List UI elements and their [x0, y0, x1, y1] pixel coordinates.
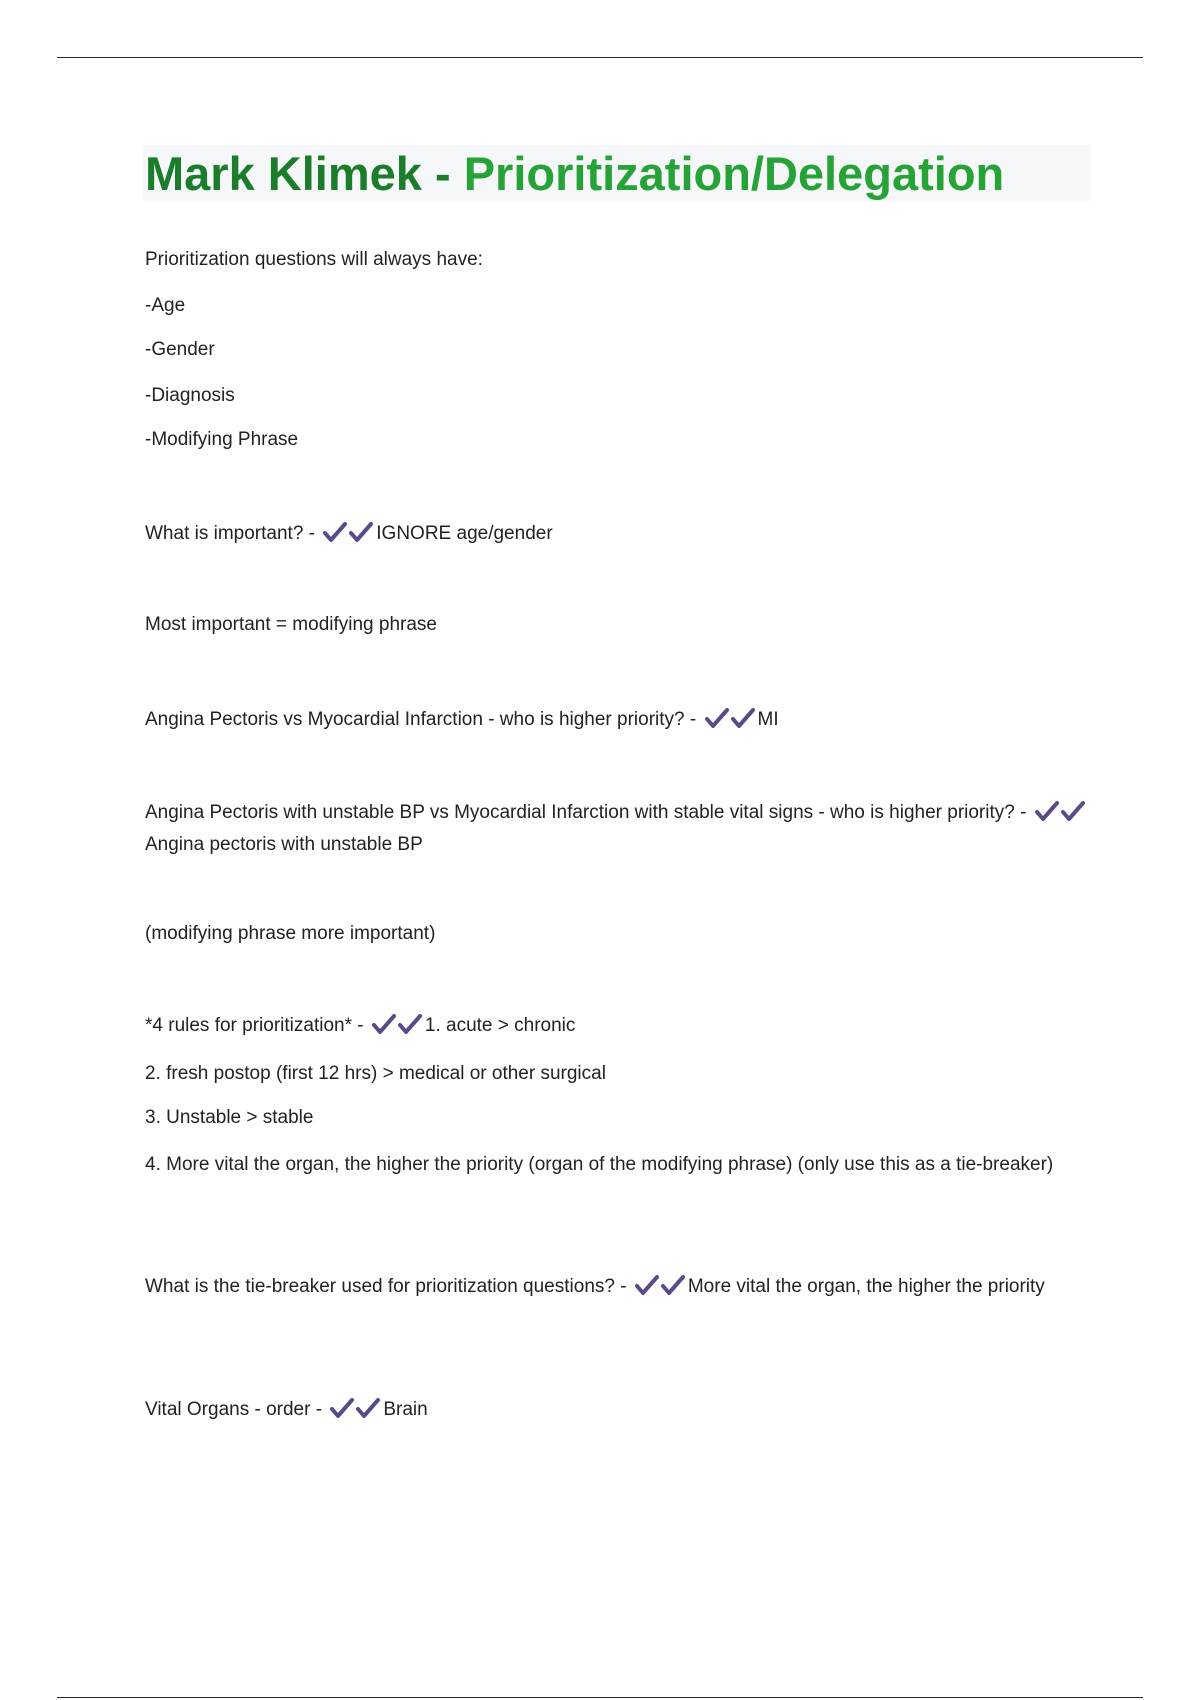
title-author: Mark Klimek - [145, 147, 464, 200]
check-mark-icon [322, 520, 348, 544]
check-mark-icon [397, 1012, 423, 1036]
rule-item: 4. More vital the organ, the higher the priority (organ of the modifying phrase) (only use this as a tie-breaker) [145, 1154, 1054, 1175]
top-rule [57, 57, 1143, 58]
check-marks [704, 706, 756, 734]
check-mark-icon [329, 1396, 355, 1420]
check-marks [371, 1012, 423, 1040]
answer-text: Brain [383, 1399, 428, 1421]
answer-text: IGNORE age/gender [376, 523, 553, 545]
check-mark-icon [371, 1012, 397, 1036]
check-mark-icon [660, 1273, 686, 1297]
qa-item [145, 706, 779, 734]
question-text: Angina Pectoris vs Myocardial Infarction - who is higher priority? - [145, 709, 697, 731]
answer-text: More vital the organ, the higher the priority [687, 1276, 1045, 1298]
statement-text: Most important = modifying phrase [145, 614, 437, 635]
question-text: What is important? - [145, 523, 315, 545]
check-mark-icon [1034, 799, 1060, 823]
qa-item [145, 1273, 1095, 1301]
check-mark-icon [634, 1273, 660, 1297]
answer-text: MI [757, 709, 779, 731]
check-mark-icon [704, 706, 730, 730]
answer-text: Angina pectoris with unstable BP [145, 834, 423, 856]
list-item-diagnosis: -Diagnosis [145, 385, 235, 406]
list-item-age: -Age [145, 295, 186, 316]
list-item-modifying-phrase: -Modifying Phrase [145, 429, 299, 450]
bottom-rule [57, 1697, 1143, 1698]
check-mark-icon [348, 520, 374, 544]
statement-text: (modifying phrase more important) [145, 923, 436, 944]
question-text: *4 rules for prioritization* - [145, 1015, 364, 1037]
question-text: Vital Organs - order - [145, 1399, 323, 1421]
title-topic: Prioritization/Delegation [463, 147, 1005, 200]
check-mark-icon [1060, 799, 1086, 823]
answer-text: 1. acute > chronic [424, 1015, 576, 1037]
rule-item: 2. fresh postop (first 12 hrs) > medical or other surgical [145, 1063, 606, 1084]
check-marks [634, 1273, 686, 1301]
check-mark-icon [355, 1396, 381, 1420]
qa-item [145, 797, 1095, 861]
qa-item [145, 1012, 575, 1040]
document-title [145, 146, 1004, 202]
list-item-gender: -Gender [145, 339, 215, 360]
check-marks [1034, 797, 1086, 829]
qa-item [145, 520, 553, 548]
question-text: What is the tie-breaker used for prioritization questions? - [145, 1276, 627, 1298]
intro-text: Prioritization questions will always have: [145, 249, 483, 270]
rule-item: 3. Unstable > stable [145, 1107, 314, 1128]
check-marks [329, 1396, 381, 1424]
qa-item [145, 1396, 428, 1424]
check-marks [322, 520, 374, 548]
check-mark-icon [730, 706, 756, 730]
question-text: Angina Pectoris with unstable BP vs Myocardial Infarction with stable vital signs - who is higher priority? - [145, 802, 1027, 824]
